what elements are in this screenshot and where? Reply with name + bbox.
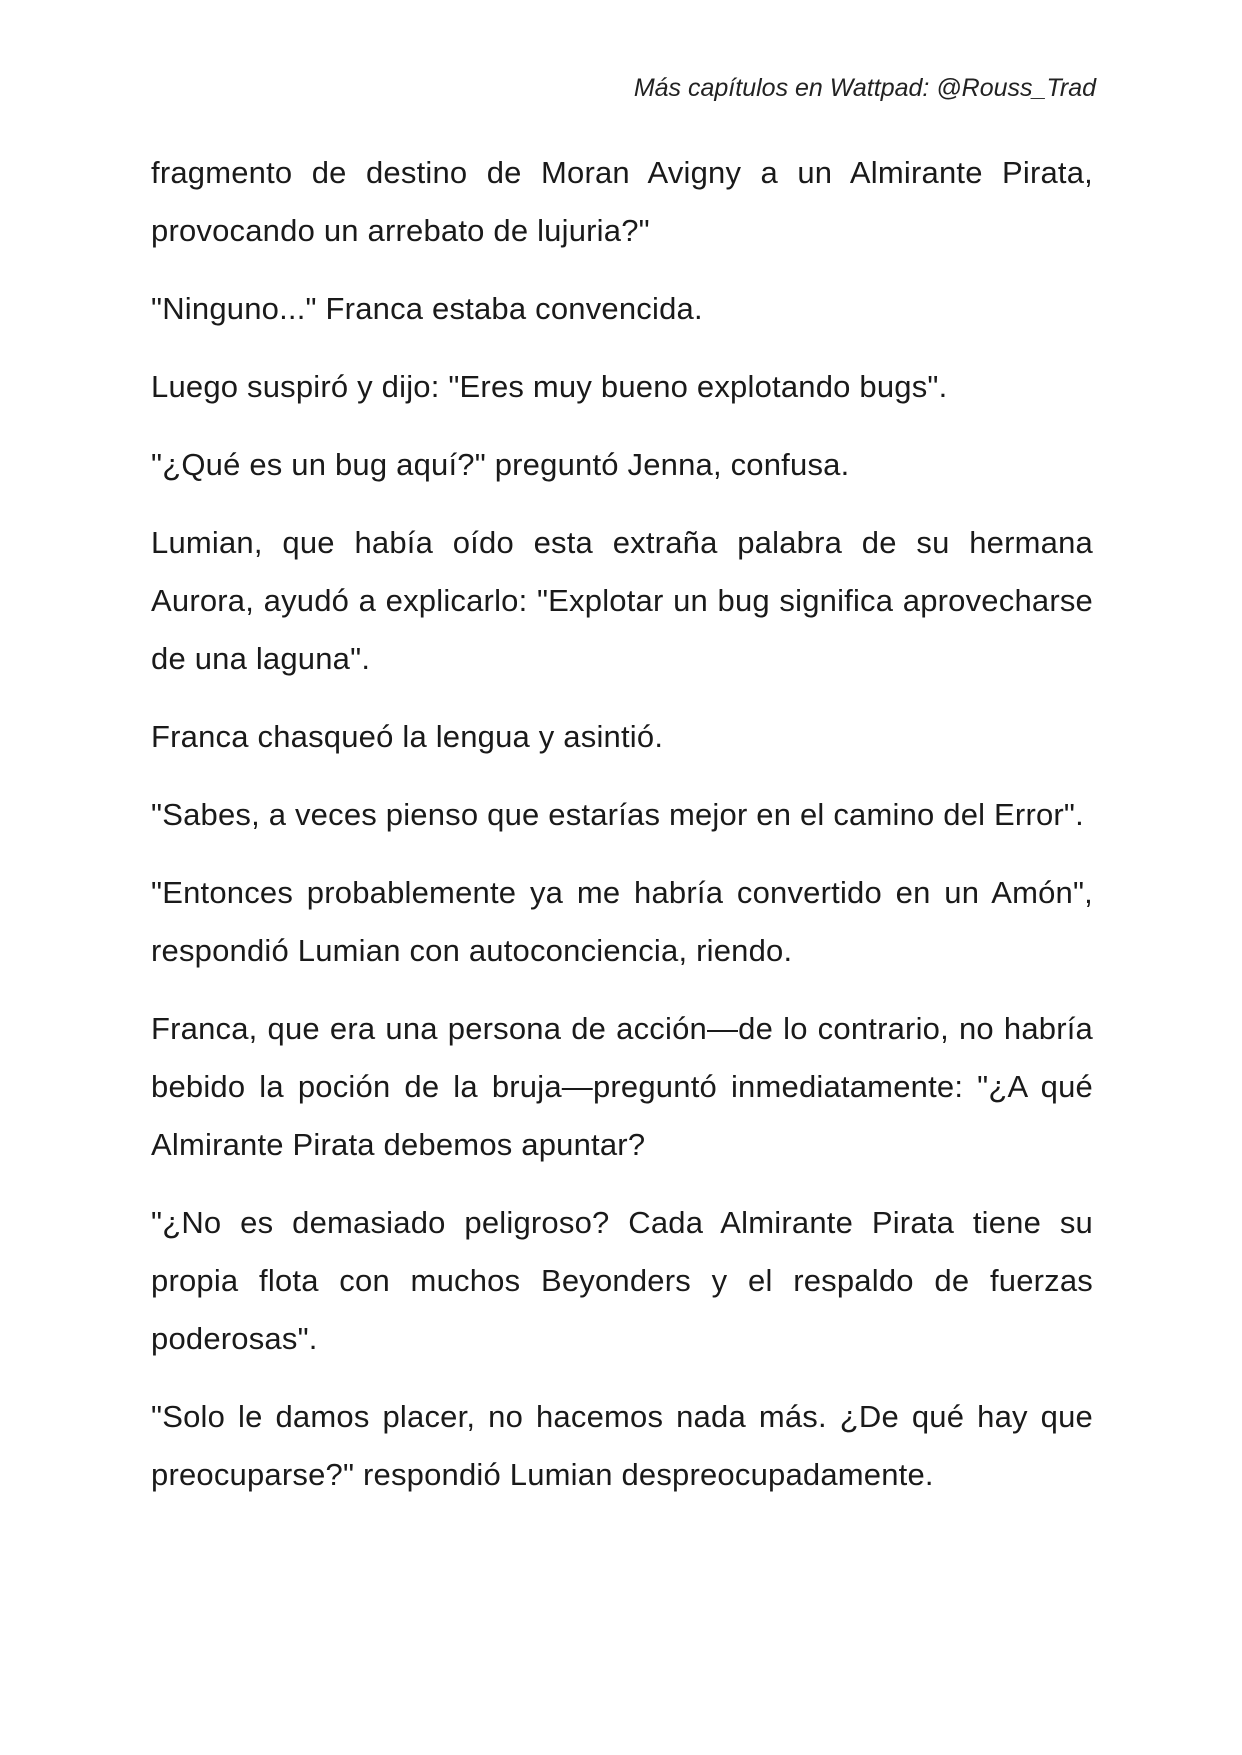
document-body xyxy=(151,144,1093,1504)
paragraph: Lumian, que había oído esta extraña palabra de su hermana Aurora, ayudó a explicarlo: "Explotar un bug significa aprovecharse de una laguna". xyxy=(151,525,1093,676)
paragraph: Luego suspiró y dijo: "Eres muy bueno explotando bugs". xyxy=(151,369,948,404)
paragraph: "Solo le damos placer, no hacemos nada más. ¿De qué hay que preocuparse?" respondió Lumian despreocupadamente. xyxy=(151,1399,1093,1492)
paragraph: Franca chasqueó la lengua y asintió. xyxy=(151,719,664,754)
paragraph: "¿No es demasiado peligroso? Cada Almirante Pirata tiene su propia flota con muchos Beyonders y el respaldo de fuerzas poderosas". xyxy=(151,1205,1093,1356)
paragraph: "¿Qué es un bug aquí?" preguntó Jenna, confusa. xyxy=(151,447,850,482)
paragraph: fragmento de destino de Moran Avigny a un Almirante Pirata, provocando un arrebato de lujuria?" xyxy=(151,155,1093,248)
header-note: Más capítulos en Wattpad: @Rouss_Trad xyxy=(633,74,1096,102)
paragraph: "Sabes, a veces pienso que estarías mejor en el camino del Error". xyxy=(151,797,1084,832)
paragraph: "Entonces probablemente ya me habría convertido en un Amón", respondió Lumian con autoconciencia, riendo. xyxy=(151,875,1093,968)
paragraph: "Ninguno..." Franca estaba convencida. xyxy=(151,291,703,326)
paragraph: Franca, que era una persona de acción—de lo contrario, no habría bebido la poción de la bruja—preguntó inmediatamente: "¿A qué Almirante Pirata debemos apuntar? xyxy=(151,1011,1093,1162)
